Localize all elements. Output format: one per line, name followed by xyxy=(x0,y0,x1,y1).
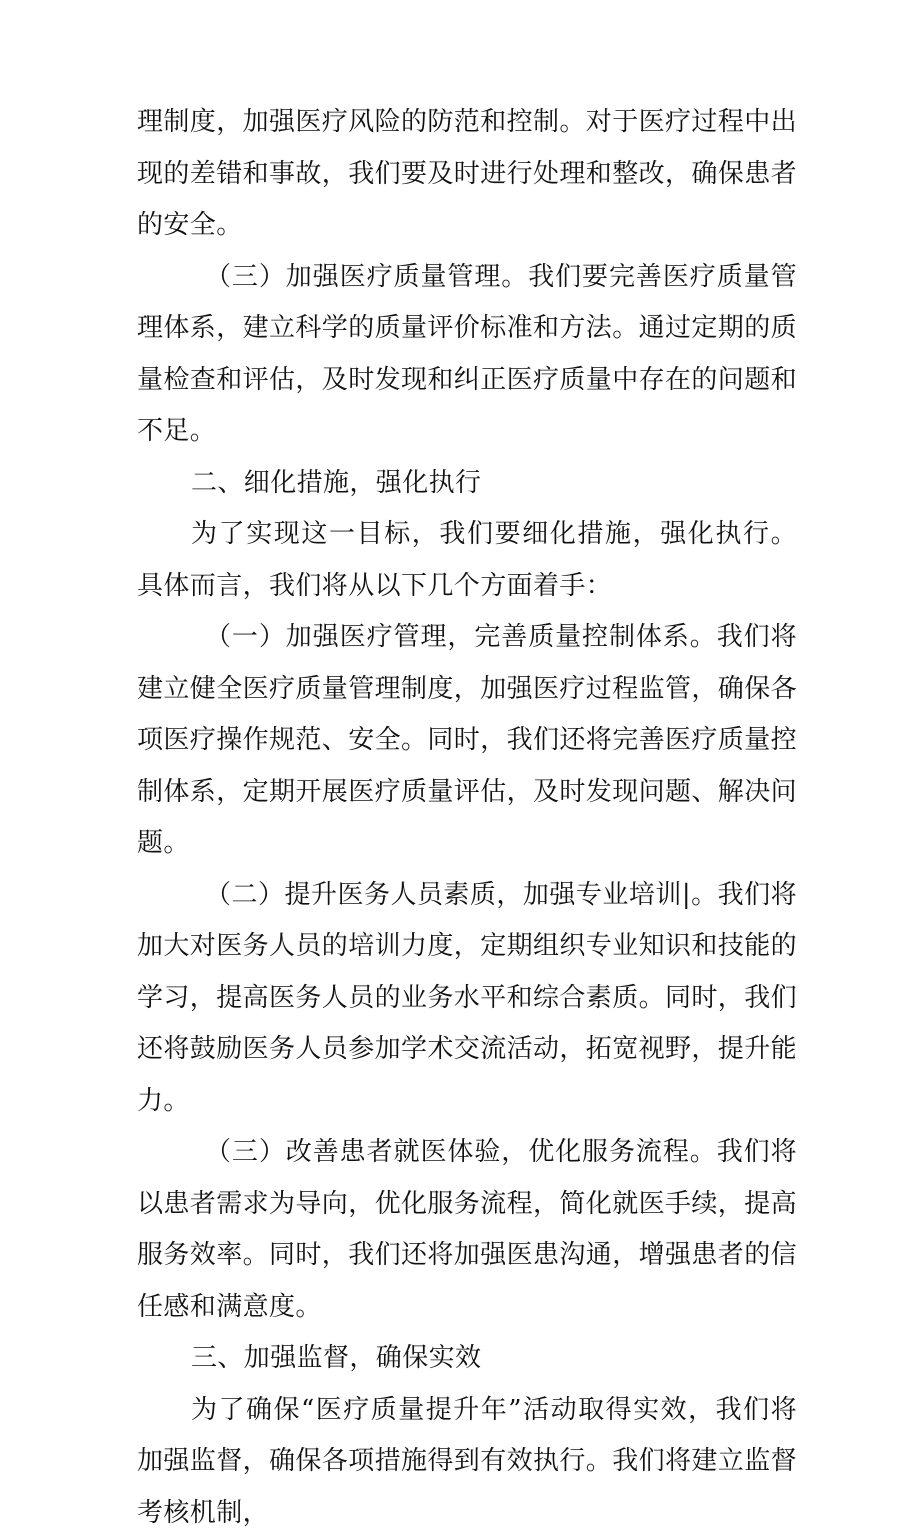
paragraph-staff-training: （二）提升医务人员素质，加强专业培训|。我们将加大对医务人员的培训力度，定期组织专业知识和技能的学习，提高医务人员的业务水平和综合素质。同时，我们还将鼓励医务人员参加学术交流活动，拓宽视野，提升能力。 xyxy=(137,870,797,1128)
paragraph-intro-measures: 为了实现这一目标，我们要细化措施，强化执行。具体而言，我们将从以下几个方面着手： xyxy=(137,509,797,612)
document-body xyxy=(137,97,797,1539)
paragraph-patient-experience: （三）改善患者就医体验，优化服务流程。我们将以患者需求为导向，优化服务流程，简化就医手续，提高服务效率。同时，我们还将加强医患沟通，增强患者的信任感和满意度。 xyxy=(137,1127,797,1333)
paragraph-continuation: 理制度，加强医疗风险的防范和控制。对于医疗过程中出现的差错和事故，我们要及时进行处理和整改，确保患者的安全。 xyxy=(137,97,797,252)
section-heading-2: 二、细化措施，强化执行 xyxy=(137,458,797,510)
paragraph-supervision: 为了确保“医疗质量提升年”活动取得实效，我们将加强监督，确保各项措施得到有效执行。我们将建立监督考核机制， xyxy=(137,1385,797,1539)
section-heading-3: 三、加强监督，确保实效 xyxy=(137,1333,797,1385)
paragraph-quality-management: （三）加强医疗质量管理。我们要完善医疗质量管理体系，建立科学的质量评价标准和方法。通过定期的质量检查和评估，及时发现和纠正医疗质量中存在的问题和不足。 xyxy=(137,252,797,458)
paragraph-medical-management: （一）加强医疗管理，完善质量控制体系。我们将建立健全医疗质量管理制度，加强医疗过程监管，确保各项医疗操作规范、安全。同时，我们还将完善医疗质量控制体系，定期开展医疗质量评估，及时发现问题、解决问题。 xyxy=(137,612,797,870)
